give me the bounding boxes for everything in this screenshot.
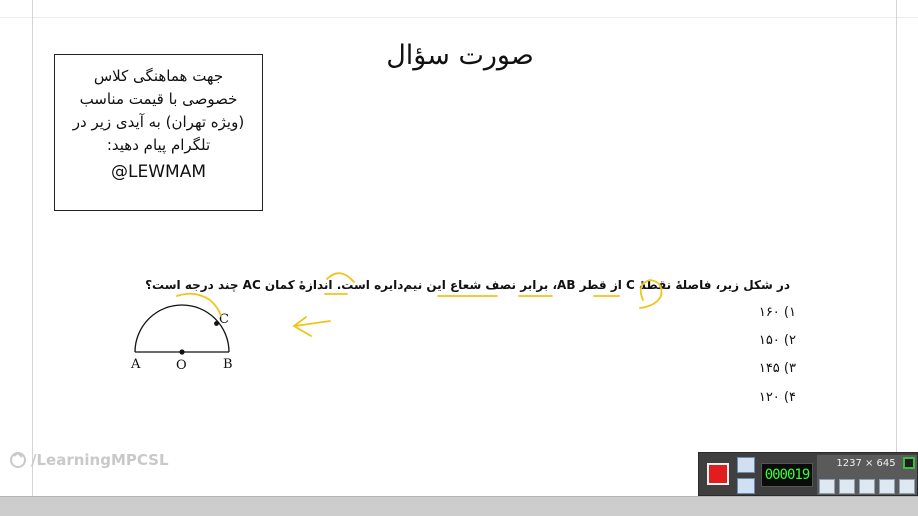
- record-icon[interactable]: [707, 463, 729, 485]
- semicircle-arc: [135, 305, 229, 352]
- option-3: ۳) ۱۴۵: [758, 361, 796, 376]
- center-point-o: [179, 349, 184, 354]
- telegram-handle: @LEWMAM: [111, 162, 206, 182]
- ad-line-2: خصوصی با قیمت مناسب: [79, 90, 238, 108]
- left-margin-line: [32, 0, 33, 496]
- microphone-icon[interactable]: [839, 479, 855, 494]
- advertisement-box: [54, 54, 263, 211]
- webcam-icon[interactable]: [859, 479, 875, 494]
- option-4: ۴) ۱۲۰: [758, 390, 796, 405]
- pause-icon[interactable]: [737, 478, 755, 494]
- label-a: A: [131, 357, 141, 372]
- recorder-panel: [817, 455, 917, 495]
- watermark-text: /LearningMPCSL: [31, 451, 169, 469]
- resolution-readout: 1237 × 645: [836, 458, 896, 469]
- right-margin-line: [896, 0, 897, 496]
- ad-line-3: (ویژه تهران) به آیدی زیر در: [72, 113, 245, 131]
- annotation-arrow: [294, 317, 330, 336]
- ad-line-4: تلگرام پیام دهید:: [106, 136, 211, 154]
- recycle-icon: [8, 450, 28, 470]
- slide-title: صورت سؤال: [386, 40, 534, 71]
- question-text: در شکل زیر، فاصلهٔ نقطهٔ C از قطر AB، برابر نصف شعاع این نیم‌دایره است. اندازهٔ کمان AC چند درجه است؟: [145, 278, 790, 292]
- option-2: ۲) ۱۵۰: [758, 333, 796, 348]
- option-1: ۱) ۱۶۰: [758, 305, 796, 320]
- label-c: C: [219, 312, 229, 327]
- ad-line-1: جهت هماهنگی کلاس: [93, 67, 224, 85]
- recording-timer: 000019: [761, 463, 813, 487]
- semicircle-figure: [120, 280, 260, 380]
- top-strip: [0, 0, 918, 18]
- cursor-icon[interactable]: [879, 479, 895, 494]
- label-o: O: [176, 358, 187, 373]
- bottom-bar: [0, 496, 918, 516]
- speaker-icon[interactable]: [819, 479, 835, 494]
- fullscreen-icon[interactable]: [903, 457, 915, 469]
- watermark: [8, 450, 169, 470]
- camera-icon[interactable]: [737, 457, 755, 473]
- label-b: B: [223, 357, 233, 372]
- crop-icon[interactable]: [899, 479, 915, 494]
- recorder-toolbar: [698, 452, 918, 496]
